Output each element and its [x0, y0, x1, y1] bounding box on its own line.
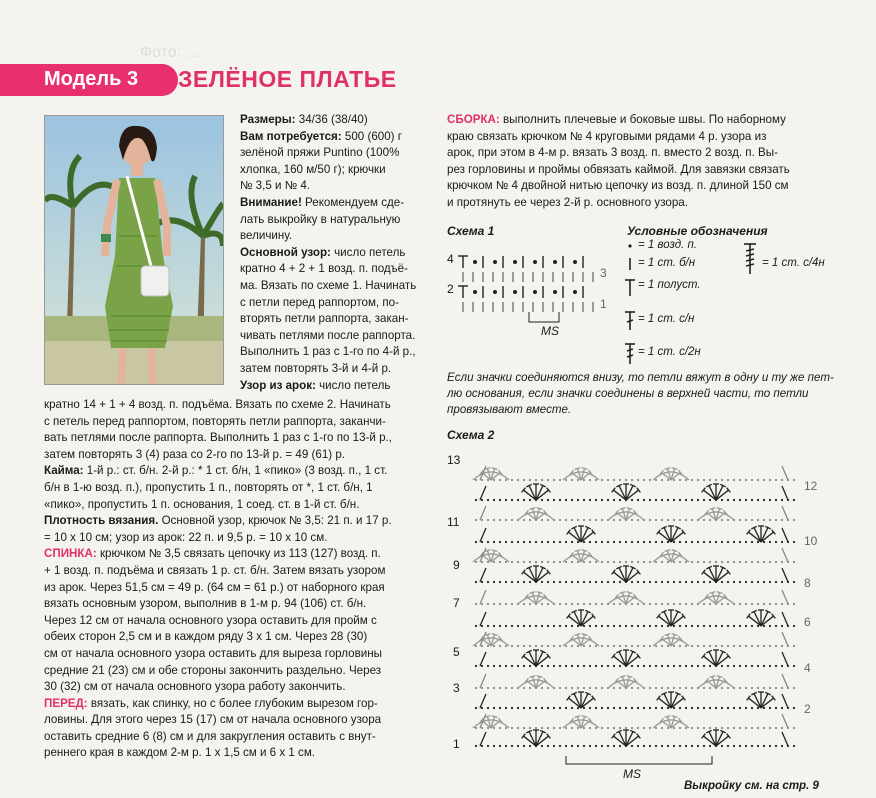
schema1-ms: MS: [541, 324, 559, 338]
need-line-0: 500 (600) г: [344, 129, 402, 143]
basic-line-2: ма. Вязать по схеме 1. Начинать: [240, 278, 417, 292]
treble-crochet-icon: [625, 344, 635, 364]
back-line-5: обеих сторон 2,5 см и в каждом ряду 3 х 1 см. Через 28 (30): [44, 630, 368, 644]
front-line-3: реннего края в каждом 2-м р. 1 х 1,5 см и 6 х 1 см.: [44, 746, 316, 760]
schema2-diagram: [466, 446, 800, 776]
legend-single: = 1 ст. б/н: [638, 257, 696, 269]
basic-line-1: кратно 4 + 2 + 1 возд. п. подъё-: [240, 262, 408, 276]
legend-double: = 1 ст. с/н: [638, 313, 695, 325]
front-line-1: ловины. Для этого через 15 (17) см от начала основного узора: [44, 713, 382, 727]
back-label: СПИНКА:: [44, 547, 97, 561]
basic-line-0: число петель: [330, 245, 406, 259]
front-line-2: оставить средние 6 (8) см и для закругления оставить с внут-: [44, 729, 376, 743]
attention-line-2: величину.: [240, 229, 293, 243]
basic-label: Основной узор:: [240, 245, 331, 259]
front-line-0: вязать, как спинку, но с более глубоким вырезом гор-: [87, 696, 378, 710]
arches-line-3: затем повторять 3 (4) раза со 2-го по 13-й р. = 49 (61) р.: [44, 447, 346, 461]
arches-line-2: вать петлями после раппорта. Выполнить 1 раз с 1-го по 13-й р.,: [44, 431, 393, 445]
main-text-column: [44, 397, 426, 762]
legend-treble: = 1 ст. с/2н: [638, 346, 701, 358]
note-line-0: Если значки соединяются внизу, то петли вяжут в одну и ту же пет-: [447, 371, 834, 384]
back-line-1: + 1 возд. п. подъёма и связать 1 р. ст. б/н. Затем вязать узором: [44, 563, 386, 577]
schema2-row-9: 9: [453, 558, 460, 572]
arches-first: число петель: [315, 378, 391, 392]
need-line-1: зелёной пряжи Puntino (100%: [240, 146, 400, 160]
density-line-1: = 10 х 10 см; узор из арок: 22 п. и 9,5 р. = 10 х 10 см.: [44, 530, 328, 544]
assembly-line-4: крючком № 4 двойной нитью цепочку из возд. п. длиной 150 см: [447, 179, 789, 193]
need-line-2: хлопка, 160 м/50 г); крючки: [240, 162, 386, 176]
schema1-row-1: 1: [600, 297, 607, 311]
sizes-value: 34/36 (38/40): [298, 113, 368, 126]
assembly-line-3: рез горловины и проймы обвязать каймой. Для завязки связать: [447, 162, 790, 176]
page-title: ЗЕЛЁНОЕ ПЛАТЬЕ: [178, 66, 397, 92]
back-line-4: Через 12 см от начала основного узора оставить для пройм с: [44, 613, 377, 627]
pattern-page-reference: Выкройку см. на стр. 9: [684, 780, 819, 792]
sizes-label: Размеры:: [240, 113, 296, 126]
chain-stitch-icon: [628, 244, 631, 247]
back-line-2: из арок. Через 51,5 см = 49 р. (64 см = 61 р.) от наборного края: [44, 580, 385, 594]
half-double-crochet-icon: [625, 280, 635, 296]
schema2-row-7: 7: [453, 596, 460, 610]
assembly-line-2: арок, при этом в 4-м р. вязать 3 возд. п. вместо 2 возд. п. Вы-: [447, 146, 778, 160]
back-line-3: вязать основным узором, выполнив в 1-м р. 94 (106) ст. б/н.: [44, 597, 367, 611]
assembly-line-5: и протянуть ее через 2-й р. основного узора.: [447, 195, 688, 209]
edge-line-1: б/н в 1-ю возд. п.), пропустить 1 п., повторять от *, 1 ст. б/н, 1: [44, 480, 373, 494]
arches-line-1: с петель перед раппортом, повторять петли раппорта, заканчи-: [44, 414, 386, 428]
schema2-row-4: 4: [804, 661, 811, 675]
legend-quadruple: = 1 ст. с/4н: [762, 257, 825, 269]
basic-line-7: затем повторять 3-й и 4-й р.: [240, 361, 392, 375]
density-label: Плотность вязания.: [44, 514, 159, 528]
double-crochet-icon: [625, 312, 635, 330]
assembly-label: СБОРКА:: [447, 113, 500, 126]
schema2-row-2: 2: [804, 702, 811, 716]
legend-chain: = 1 возд. п.: [638, 239, 698, 251]
schema2-row-10: 10: [804, 534, 818, 548]
symbols-note: [447, 370, 837, 418]
schema1-row-2: 2: [447, 282, 454, 296]
note-line-1: лю основания, если значки соединены в верхней части, то петли: [447, 387, 809, 400]
assembly-line-0: выполнить плечевые и боковые швы. По наборному: [499, 113, 786, 126]
woman-in-green-dress-photo: [44, 115, 224, 385]
back-line-7: средние 21 (23) см и обе стороны закончить раздельно. Через: [44, 663, 382, 677]
edge-label: Кайма:: [44, 464, 84, 478]
front-label: ПЕРЕД:: [44, 696, 88, 710]
schema2-row-3: 3: [453, 681, 460, 695]
basic-line-5: чивать петлями после раппорта.: [240, 328, 416, 342]
need-label: Вам потребуется:: [240, 129, 342, 143]
arches-label: Узор из арок:: [240, 378, 316, 392]
sizes-paragraph: [240, 112, 426, 394]
back-line-6: см от начала основного узора оставить для выреза горловины: [44, 646, 382, 660]
legend-half-double: = 1 полуст.: [638, 279, 701, 291]
quadruple-crochet-icon: [742, 242, 758, 276]
basic-line-4: вторять петли раппорта, закан-: [240, 312, 409, 326]
schema1-row-3: 3: [600, 266, 607, 280]
attention-label: Внимание!: [240, 195, 302, 209]
schema2-row-1: 1: [453, 737, 460, 751]
assembly-paragraph: [447, 112, 833, 212]
schema1-title: Схема 1: [447, 224, 495, 238]
back-line-0: крючком № 3,5 связать цепочку из 113 (127) возд. п.: [96, 547, 381, 561]
back-line-8: 30 (32) см от начала основного узора работу закончить.: [44, 680, 346, 694]
schema1-diagram: [455, 248, 605, 338]
need-line-3: № 3,5 и № 4.: [240, 179, 311, 193]
attention-line-1: лать выкройку в натуральную: [240, 212, 401, 226]
assembly-line-1: краю связать крючком № 4 круговыми рядами 4 р. узора из: [447, 129, 767, 143]
attention-line-0: Рекомендуем сде-: [301, 195, 405, 209]
schema2-row-12: 12: [804, 479, 818, 493]
schema2-ms: MS: [623, 767, 641, 781]
header-ghost-text: Фото: ...: [140, 44, 199, 61]
schema2-title: Схема 2: [447, 428, 495, 442]
edge-line-0: 1-й р.: ст. б/н. 2-й р.: * 1 ст. б/н, 1 «пико» (3 возд. п., 1 ст.: [83, 464, 388, 478]
schema1-row-4: 4: [447, 252, 454, 266]
arches-line-0: кратно 14 + 1 + 4 возд. п. подъёма. Вязать по схеме 2. Начинать: [44, 398, 391, 411]
model-label: Модель 3: [44, 68, 139, 90]
note-line-2: провязывают вместе.: [447, 403, 572, 416]
basic-line-3: с петли перед раппортом, по-: [240, 295, 399, 309]
density-line-0: Основной узор, крючок № 3,5: 21 п. и 17 р.: [158, 514, 392, 528]
basic-line-6: Выполнить 1 раз с 1-го по 4-й р.,: [240, 345, 416, 359]
schema2-row-8: 8: [804, 576, 811, 590]
schema2-row-6: 6: [804, 615, 811, 629]
schema2-row-5: 5: [453, 645, 460, 659]
edge-line-2: «пико», пропустить 1 п. основания, 1 соед. ст. в 1-й ст. б/н.: [44, 497, 360, 511]
legend-title: Условные обозначения: [627, 224, 768, 238]
schema2-row-13: 13: [447, 453, 461, 467]
schema2-row-11: 11: [447, 515, 460, 529]
